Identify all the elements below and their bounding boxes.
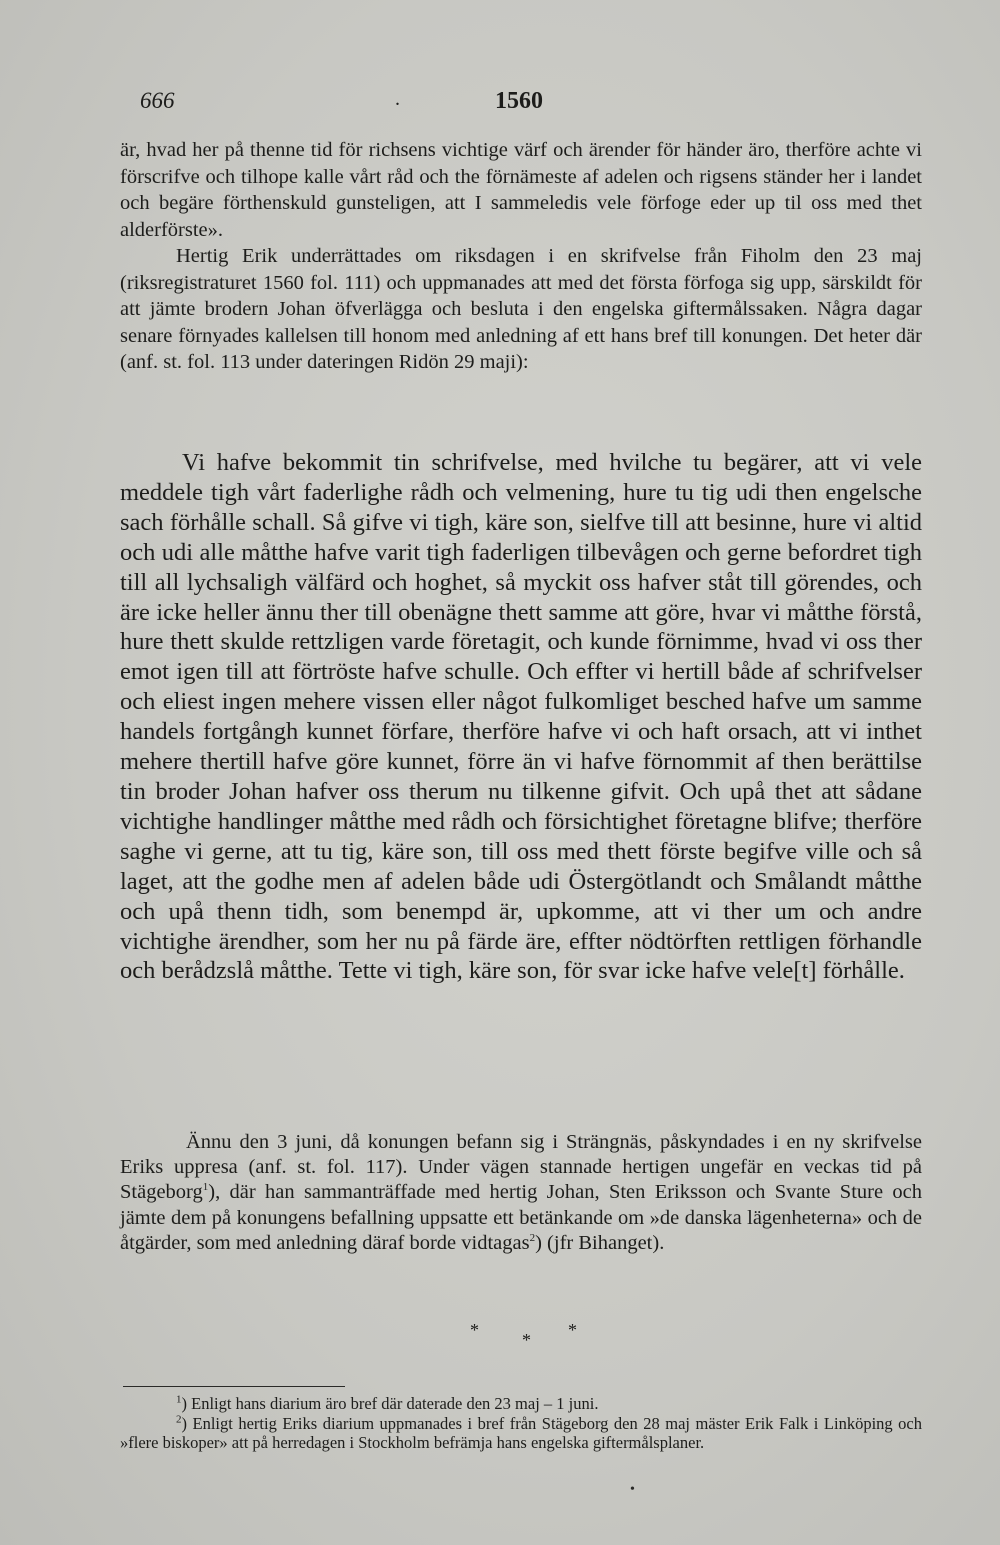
- quoted-letter-paragraph: Vi hafve bekommit tin schrifvelse, med hvilche tu begärer, att vi vele meddele tigh vårt faderlighe rådh och velmening, hure tu tig udi then engelsche sach förhålle schall. Så gifve vi tigh, käre son, sielfve till att besinne, hure vi altid och udi alle måtthe hafve varit tigh faderligen tilbevågen och gerne befordret tigh till all lychsaligh välfärd och hoghet, så myckit oss hafver ståt till görendes, och äre icke heller ännu ther till obenägne thett samme att göre, hvar vi måtthe förstå, hure thett skulde rettzligen varde företagit, och kunde förnimme, hvad vi oss ther emot igen till att förtröste hafve schulle. Och effter vi hertill både af schrifvelser och eliest ingen mehere vissen eller något fulkomliget besched hafve um samme handels fortgångh kunnet förfare, therföre hafve vi och haft orsach, att vi inthet mehere thertill hafve göre kunnet, förre än vi hafve förnommit af then berättilse tin broder Johan hafver oss therum nu tilkenne gifvit. Och upå thet att sådane vichtighe handlinger måtthe med rådh och försichtighet företagne blifve; therföre saghe vi gerne, att tu tig, käre son, till oss med thett förste begifve ville och så laget, att the godhe men af adelen både udi Östergötlandt och Smålandt måtthe och upå thenn tidh, som benempd är, upkomme, att vi ther um och andre vichtighe ärendher, som her nu på färde äre, effter nödtörften rettligen förhandle och berådzslå måtthe. Tette vi tigh, käre son, för svar icke hafve vele[t] förhålle.: [120, 449, 922, 985]
- footnote-1-mark: 1: [176, 1393, 182, 1406]
- page-header: [140, 88, 900, 124]
- footnote-2-text: ) Enligt hertig Eriks diarium uppmanades i bref från Stägeborg den 28 maj mäster Erik Falk i Linköping och »flere biskoper» att på herredagen i Stockholm befrämja hans engelska giftermålsplaner.: [120, 1413, 922, 1452]
- footnote-1-text: ) Enligt hans diarium äro bref där daterade den 23 maj – 1 juni.: [181, 1394, 599, 1413]
- header-dot: .: [395, 88, 400, 110]
- footnotes: [120, 1394, 922, 1453]
- intro-paragraph-2: Hertig Erik underrättades om riksdagen i en skrifvelse från Fiholm den 23 maj (riksregistraturet 1560 fol. 111) och uppmanades att med det första förfoga sig upp, särskildt för att jämte brodern Johan öfverlägga och besluta i den engelska giftermålssaken. Några dagar senare förnyades kallelsen till honom med anledning af ett hans bref till konungen. Det heter där (anf. st. fol. 113 under dateringen Ridön 29 maji):: [120, 245, 922, 373]
- after-text-part-1: Ännu den 3 juni, då konungen befann sig i Strängnäs, påskyndades i en ny skrifvelse Eriks uppresa (anf. st. fol. 117). Under vägen stannade hertigen ungefär en veckas tid på Stägeborg: [120, 1131, 922, 1204]
- quoted-letter: [120, 448, 922, 986]
- asterisk-ornament-2: *: [522, 1330, 531, 1350]
- after-text-part-3: ) (jfr Bihanget).: [535, 1231, 665, 1254]
- asterisk-ornament-1: *: [470, 1320, 479, 1340]
- intro-text: [120, 137, 922, 376]
- after-text-part-2: ), där han sammanträffade med hertig Johan, Sten Eriksson och Svante Sture och jämte dem på konungens befallning uppsatte ett betänkande om »de danska lägenheterna» och de åtgärder, som med anledning däraf borde vidtagas: [120, 1181, 922, 1254]
- page-number: 666: [140, 88, 175, 113]
- footnote-2: [120, 1414, 922, 1453]
- printer-mark: •: [630, 1482, 635, 1497]
- after-paragraph: [120, 1130, 922, 1256]
- footnote-ref-2: 2: [529, 1231, 536, 1244]
- running-head-year: 1560: [495, 88, 543, 114]
- footnote-2-mark: 2: [176, 1413, 182, 1425]
- footnote-1: [120, 1394, 922, 1414]
- intro-paragraph-1: är, hvad her på thenne tid för richsens vichtige värf och ärender för händer äro, therföre achte vi förscrifve och tilhope kalle vårt råd och the förnämeste af adelen och rigsens ständer her i landet och begäre förthenskuld gunsteligen, att I sammeledis vele förfoge eder up til oss med thet alderförste».: [120, 139, 922, 241]
- footnote-rule: [123, 1386, 345, 1387]
- section-ornament: [440, 1320, 600, 1360]
- asterisk-ornament-3: *: [568, 1320, 577, 1340]
- footnote-ref-1: 1: [202, 1181, 209, 1194]
- after-text: [120, 1130, 922, 1256]
